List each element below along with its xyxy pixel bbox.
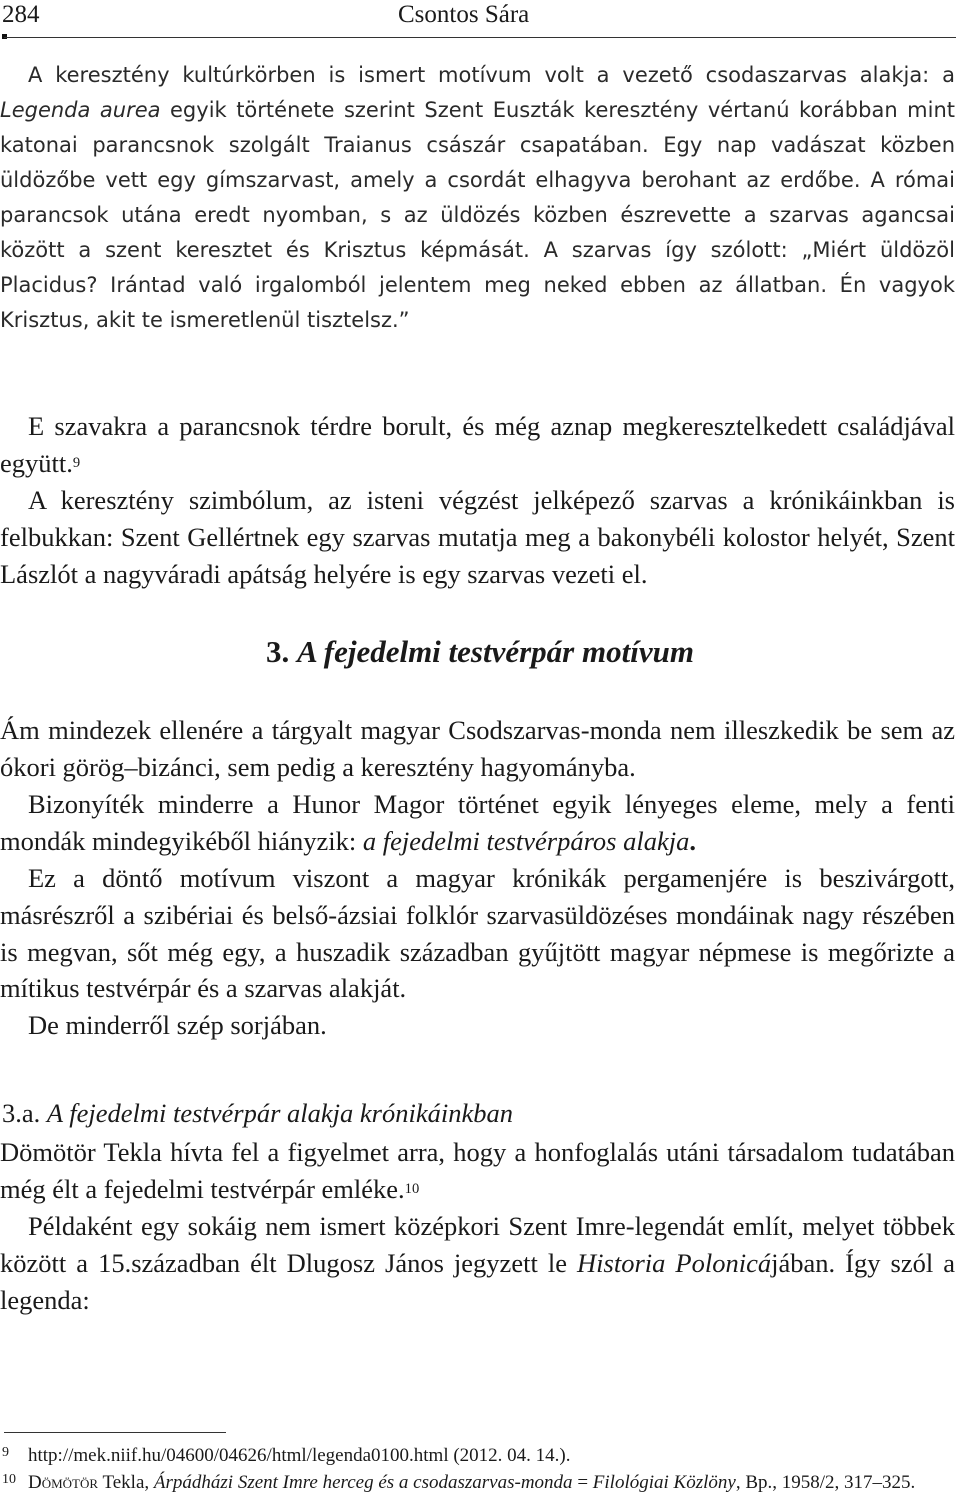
footnote-link[interactable]: http://mek.niif.hu/04600/04626/html/legenda0100.html (2012. 04. 14.). [28, 1445, 571, 1466]
italic-title: Historia Polonicá [577, 1247, 772, 1278]
text-run: , Bp., 1958/2, 317–325. [735, 1472, 916, 1493]
footnote-ref-9[interactable]: 9 [72, 454, 81, 471]
italic-title: Legenda aurea [0, 98, 161, 122]
text-run: A keresztény kultúrkörben is ismert motívum volt a vezető csodaszarvas alakja: a [28, 63, 955, 87]
section-title: A fejedelmi testvérpár motívum [297, 634, 694, 669]
paragraph-parancsnok [0, 408, 955, 482]
footnotes [0, 1442, 955, 1496]
paragraph-peldakent [0, 1208, 955, 1318]
paragraph-text: De minderről szép sorjában. [28, 1010, 327, 1040]
text-run: egyik története szerint Szent Euszták keresztény vértanú korábban mint katonai parancsnok szolgált Traianus császár csapatában. Egy nap vadászat közben üldözőbe vett egy gímszarvast, amely a csordát elhagyva berohant az erdőbe. A római parancsok utána eredt nyomban, s az üldözés közben észrevette a szarvas agancsai között a szent keresztet és Krisztus képmását. A szarvas így szólott: „Miért üldözöl Placidus? Irántad való irgalomból jelentem meg neked ebben az állatban. Én vagyok Krisztus, akit te ismeretlenül tisztelsz.” [0, 98, 955, 332]
text-run: jában. Így szól a legenda: [0, 1247, 955, 1315]
italic-emphasis: a fejedelmi testvérpáros alakja [362, 825, 690, 856]
paragraph-text: Ez a döntő motívum viszont a magyar krónikák pergamenjére is beszivárgott, másrészről a szibériai és belső-ázsiai folklór szarvasüldözéses mondáinak nagy részében is megvan, sőt még egy, a huszadik században gyűjtött magyar népmese is megőrizte a mítikus testvérpár és a szarvas alakját. [0, 863, 955, 1004]
paragraph-text [0, 58, 955, 338]
paragraph-text [0, 1208, 955, 1318]
subsection-number: 3.a. [2, 1098, 41, 1128]
text-run: E szavakra a parancsnok térdre borult, és még aznap megkeresztelkedett családjával együtt. [0, 411, 955, 478]
paragraph-legenda-aurea [0, 58, 955, 338]
text-run: Tekla, [98, 1472, 154, 1493]
section-number: 3. [266, 634, 290, 669]
page-header [0, 0, 960, 40]
footnote-10 [0, 1469, 955, 1496]
paragraph-bizonyitek [0, 786, 955, 860]
paragraph-text: A keresztény szimbólum, az isteni végzést jelképező szarvas a krónikáinkban is felbukkan: Szent Gellértnek egy szarvas mutatja meg a bakonybéli kolostor helyét, Szent Lászlót a nagyváradi apátság helyére is egy szarvas vezeti el. [0, 485, 955, 589]
text-run: Példaként egy sokáig nem ismert középkori Szent Imre-legendát említ, melyet többek között a 15.században élt Dlugosz János jegyzett le [0, 1211, 955, 1278]
footnote-number: 9 [2, 1445, 9, 1460]
text-run: . [689, 825, 696, 856]
footnote-author: Dömötör [28, 1472, 99, 1493]
paragraph-domotor [0, 1134, 955, 1208]
section-heading [0, 632, 960, 672]
paragraph-text [0, 408, 955, 482]
subsection-title: A fejedelmi testvérpár alakja krónikáinkban [46, 1098, 513, 1128]
paragraph-kronikak [0, 482, 955, 592]
footnote-journal: Filológiai Közlöny [592, 1472, 736, 1493]
footnote-number: 10 [2, 1472, 16, 1487]
text-run: Bizonyíték minderre a Hunor Magor történet egyik lényeges eleme, mely a fenti mondák mindegyikéből hiányzik: [0, 789, 955, 856]
subsection-heading [2, 1095, 513, 1131]
paragraph-text: Ám mindezek ellenére a tárgyalt magyar Csodszarvas-monda nem illeszkedik be sem az ókori görög–bizánci, sem pedig a keresztény hagyományba. [0, 715, 955, 782]
footnote-9 [0, 1442, 955, 1469]
paragraph-mindezek [0, 712, 955, 786]
text-run: = [572, 1472, 593, 1493]
running-head: Csontos Sára [398, 1, 530, 28]
paragraph-text [0, 786, 955, 860]
footnote-title: Árpádházi Szent Imre herceg és a csodaszarvas-monda [153, 1472, 573, 1493]
footnote-ref-10[interactable]: 10 [404, 1180, 420, 1197]
paragraph-dronto-motivum [0, 860, 955, 1007]
header-rule [4, 37, 956, 38]
paragraph-text [0, 1134, 955, 1208]
page-number: 284 [2, 1, 40, 28]
footnote-rule [4, 1432, 226, 1433]
text-run: Dömötör Tekla hívta fel a figyelmet arra, hogy a honfoglalás utáni társadalom tudatában még élt a fejedelmi testvérpár emléke. [0, 1137, 955, 1204]
paragraph-sorjaban [0, 1007, 955, 1044]
